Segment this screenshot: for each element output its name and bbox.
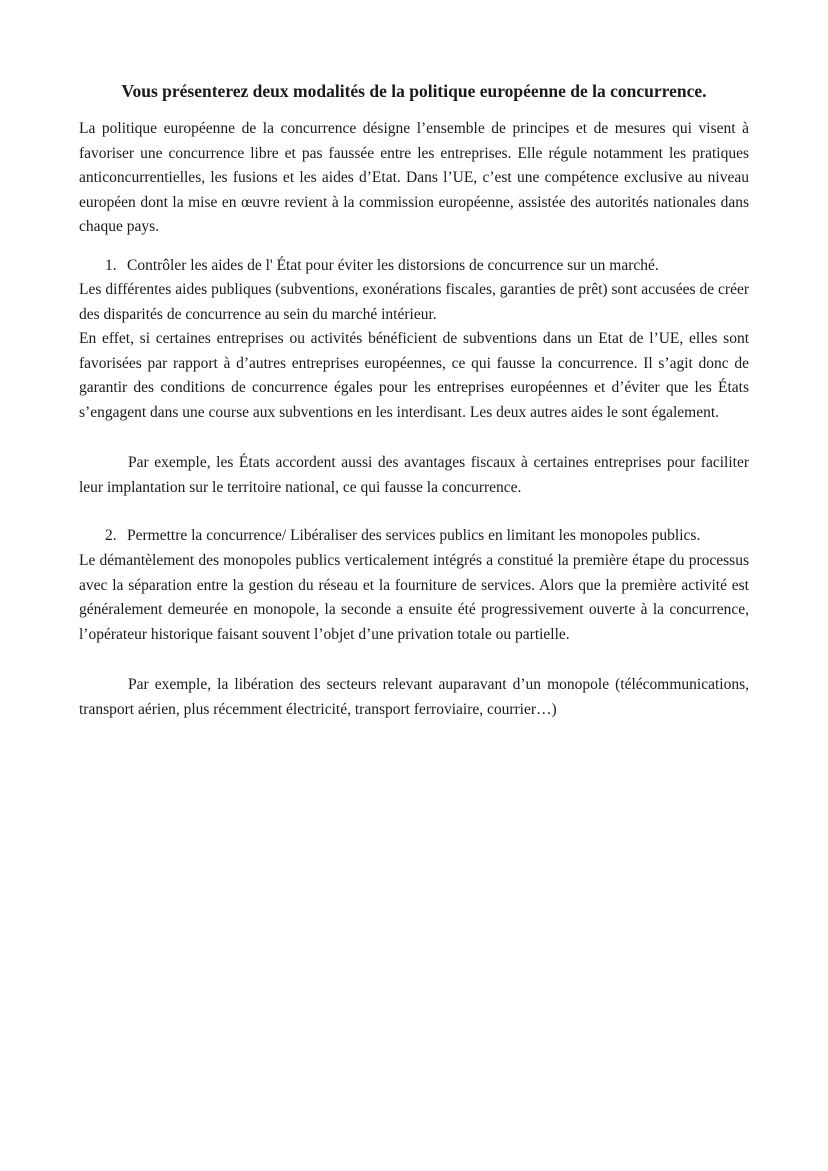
section-1-number: 1. xyxy=(105,257,117,274)
intro-paragraph: La politique européenne de la concurrence désigne l’ensemble de principes et de mesures qui visent à favoriser une concurrence libre et pas faussée entre les entreprises. Elle régule notamment les pratiques anticoncurrentielles, les fusions et les aides d’Etat. Dans l’UE, c’est une compétence exclusive au niveau européen dont la mise en œuvre revient à la commission européenne, assistée des autorités nationales dans chaque pays. xyxy=(79,120,749,235)
section-2-paragraph-1: Le démantèlement des monopoles publics verticalement intégrés a constitué la première étape du processus avec la séparation entre la gestion du réseau et la fourniture de services. Alors que la première activité est généralement demeurée en monopole, la seconde a ensuite été progressivement ouverte à la concurrence, l’opérateur historique faisant souvent l’objet d’une privation totale ou partielle. xyxy=(79,552,749,643)
section-1-heading xyxy=(105,254,765,279)
section-2-number: 2. xyxy=(105,527,117,544)
section-1-example: Par exemple, les États accordent aussi des avantages fiscaux à certaines entreprises pour faciliter leur implantation sur le territoire national, ce qui fausse la concurrence. xyxy=(79,454,749,496)
document-title: Vous présenterez deux modalités de la politique européenne de la concurrence. xyxy=(121,81,707,101)
section-1-heading-text: Contrôler les aides de l' État pour éviter les distorsions de concurrence sur un marché. xyxy=(127,257,659,274)
section-1-paragraph-1: Les différentes aides publiques (subventions, exonérations fiscales, garanties de prêt) sont accusées de créer des disparités de concurrence au sein du marché intérieur. xyxy=(79,281,749,323)
section-1-paragraph-2: En effet, si certaines entreprises ou activités bénéficient de subventions dans un Etat de l’UE, elles sont favorisées par rapport à d’autres entreprises européennes, ce qui fausse la concurrence. Il s’agit donc de garantir des conditions de concurrence égales pour les entreprises européennes et d’éviter que les États s’engagent dans une course aux subventions en les interdisant. Les deux autres aides le sont également. xyxy=(79,330,749,421)
section-2-example: Par exemple, la libération des secteurs relevant auparavant d’un monopole (télécommunications, transport aérien, plus récemment électricité, transport ferroviaire, courrier…) xyxy=(79,676,749,718)
section-2-heading-text: Permettre la concurrence/ Libéraliser des services publics en limitant les monopoles publics. xyxy=(127,527,701,544)
section-2-heading xyxy=(105,524,765,549)
